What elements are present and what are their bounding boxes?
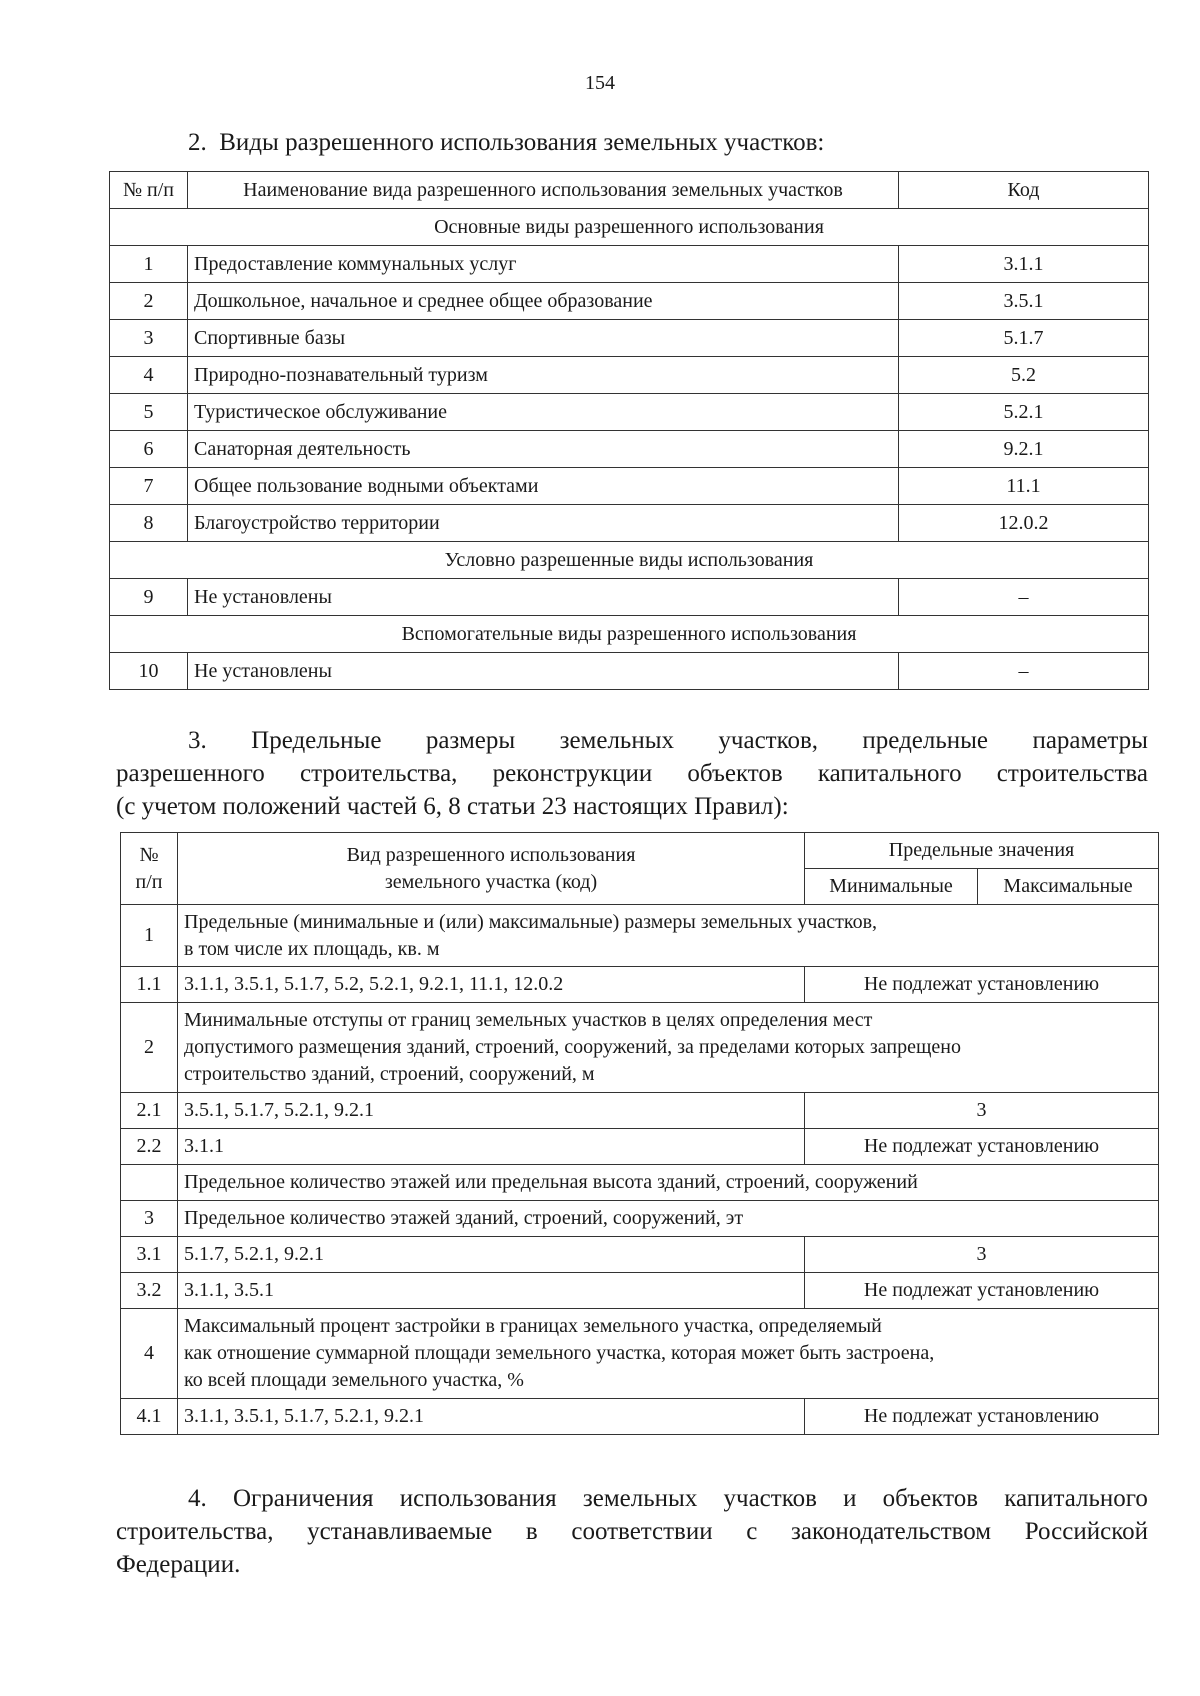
word: соответствии — [571, 1518, 713, 1545]
word: капитального — [817, 760, 962, 787]
group-title: Условно разрешенные виды использования — [110, 542, 1149, 579]
row-description: Предельное количество этажей или предельная высота зданий, строений, сооружений — [178, 1165, 1159, 1201]
row-description: Предельное количество этажей зданий, строений, сооружений, эт — [178, 1201, 1159, 1237]
row-name: Спортивные базы — [188, 320, 899, 357]
table-row — [110, 394, 1149, 431]
word: строительства, — [116, 1518, 274, 1545]
row-number: 5 — [110, 394, 188, 431]
row-codes: 3.1.1, 3.5.1, 5.1.7, 5.2.1, 9.2.1 — [178, 1399, 805, 1435]
paragraph-line — [116, 724, 1148, 757]
word: капитального — [1004, 1485, 1148, 1512]
description-line: Минимальные отступы от границ земельных участков в целях определения мест — [184, 1009, 873, 1031]
word: в — [525, 1518, 538, 1545]
row-name: Не установлены — [188, 653, 899, 690]
row-description — [178, 905, 1159, 967]
row-number: 2.1 — [121, 1093, 178, 1129]
header-max: Максимальные — [978, 869, 1159, 905]
table-row — [121, 1003, 1159, 1093]
table-row — [110, 246, 1149, 283]
row-number: 1 — [110, 246, 188, 283]
header-number-line: № — [139, 843, 159, 866]
paragraph-line — [116, 757, 1148, 790]
word: размеры — [425, 727, 516, 754]
description-line: строительство зданий, строений, сооружений, м — [184, 1063, 595, 1085]
header-name: Наименование вида разрешенного использования земельных участков — [188, 172, 899, 209]
row-code: 11.1 — [899, 468, 1149, 505]
group-row-auxiliary — [110, 616, 1149, 653]
word: реконструкции — [492, 760, 653, 787]
row-number: 8 — [110, 505, 188, 542]
row-number: 7 — [110, 468, 188, 505]
description-line: допустимого размещения зданий, строений, сооружений, за пределами которых запрещено — [184, 1036, 961, 1058]
row-code: 9.2.1 — [899, 431, 1149, 468]
paragraph-line: Федерации. — [116, 1551, 241, 1578]
header-limits: Предельные значения — [805, 833, 1159, 869]
word: устанавливаемые — [307, 1518, 493, 1545]
permitted-uses-table — [109, 171, 1149, 690]
word: 4. — [188, 1485, 207, 1512]
word: с — [746, 1518, 758, 1545]
table-row — [121, 1093, 1159, 1129]
row-number: 9 — [110, 579, 188, 616]
table-header-row — [110, 172, 1149, 209]
description-line: как отношение суммарной площади земельного участка, которая может быть застроена, — [184, 1342, 935, 1364]
table-row — [110, 468, 1149, 505]
group-title: Основные виды разрешенного использования — [110, 209, 1149, 246]
table-row — [121, 1237, 1159, 1273]
header-number — [121, 833, 178, 905]
word: параметры — [1032, 727, 1148, 754]
table-row — [110, 505, 1149, 542]
description-line: Максимальный процент застройки в границах земельного участка, определяемый — [184, 1315, 882, 1337]
row-code: 5.2 — [899, 357, 1149, 394]
table-header-row — [121, 833, 1159, 869]
row-name: Не установлены — [188, 579, 899, 616]
row-name: Общее пользование водными объектами — [188, 468, 899, 505]
header-code: Код — [899, 172, 1149, 209]
group-row-main — [110, 209, 1149, 246]
row-number: 4.1 — [121, 1399, 178, 1435]
table-row — [110, 579, 1149, 616]
row-code: 5.1.7 — [899, 320, 1149, 357]
row-codes: 3.5.1, 5.1.7, 5.2.1, 9.2.1 — [178, 1093, 805, 1129]
row-number: 10 — [110, 653, 188, 690]
header-use-type-line: Вид разрешенного использования — [346, 843, 636, 866]
row-name: Санаторная деятельность — [188, 431, 899, 468]
row-code: 3.5.1 — [899, 283, 1149, 320]
word: разрешенного — [116, 760, 265, 787]
word: использования — [399, 1485, 557, 1512]
limits-table — [120, 832, 1159, 1435]
row-codes: 3.1.1, 3.5.1 — [178, 1273, 805, 1309]
table-row — [121, 1201, 1159, 1237]
row-value: Не подлежат установлению — [805, 1399, 1159, 1435]
word: земельных — [582, 1485, 698, 1512]
row-description — [178, 1309, 1159, 1399]
description-line: ко всей площади земельного участка, % — [184, 1369, 524, 1391]
header-use-type — [178, 833, 805, 905]
row-number: 1.1 — [121, 967, 178, 1003]
word: предельные — [862, 727, 989, 754]
row-codes: 3.1.1 — [178, 1129, 805, 1165]
row-number: 2 — [110, 283, 188, 320]
row-number: 3 — [110, 320, 188, 357]
row-number: 1 — [121, 905, 178, 967]
table-row — [110, 320, 1149, 357]
table-row — [110, 283, 1149, 320]
table-row — [121, 1129, 1159, 1165]
row-code: – — [899, 653, 1149, 690]
row-value: Не подлежат установлению — [805, 967, 1159, 1003]
table-row — [110, 431, 1149, 468]
header-number: № п/п — [110, 172, 188, 209]
row-name: Предоставление коммунальных услуг — [188, 246, 899, 283]
word: Российской — [1024, 1518, 1148, 1545]
section-4-paragraph — [116, 1482, 1148, 1581]
section-2-heading: 2. Виды разрешенного использования земельных участков: — [188, 129, 825, 156]
word: 3. — [188, 727, 207, 754]
word: участков, — [718, 727, 819, 754]
paragraph-line — [116, 1515, 1148, 1548]
word: участков — [723, 1485, 817, 1512]
word: и — [843, 1485, 857, 1512]
row-codes: 5.1.7, 5.2.1, 9.2.1 — [178, 1237, 805, 1273]
word: Предельные — [251, 727, 382, 754]
table-row — [121, 905, 1159, 967]
row-number: 4 — [110, 357, 188, 394]
table-row — [121, 967, 1159, 1003]
row-value: 3 — [805, 1237, 1159, 1273]
group-title: Вспомогательные виды разрешенного использования — [110, 616, 1149, 653]
row-name: Природно-познавательный туризм — [188, 357, 899, 394]
word: строительства, — [299, 760, 458, 787]
header-number-line: п/п — [135, 870, 163, 893]
group-row-conditional — [110, 542, 1149, 579]
description-line: Предельные (минимальные и (или) максимальные) размеры земельных участков, — [184, 910, 878, 933]
row-name: Благоустройство территории — [188, 505, 899, 542]
paragraph-line: (с учетом положений частей 6, 8 статьи 23 настоящих Правил): — [116, 793, 789, 820]
word: земельных — [559, 727, 675, 754]
header-min: Минимальные — [805, 869, 978, 905]
row-description — [178, 1003, 1159, 1093]
row-number: 3 — [121, 1201, 178, 1237]
row-number: 3.2 — [121, 1273, 178, 1309]
row-value: Не подлежат установлению — [805, 1273, 1159, 1309]
row-value: 3 — [805, 1093, 1159, 1129]
word: законодательством — [791, 1518, 992, 1545]
row-code: 5.2.1 — [899, 394, 1149, 431]
word: Ограничения — [232, 1485, 374, 1512]
table-row — [121, 1165, 1159, 1201]
row-number: 2 — [121, 1003, 178, 1093]
word: строительства — [996, 760, 1148, 787]
paragraph-line — [116, 1482, 1148, 1515]
word: объектов — [687, 760, 783, 787]
row-number — [121, 1165, 178, 1201]
row-codes: 3.1.1, 3.5.1, 5.1.7, 5.2, 5.2.1, 9.2.1, 11.1, 12.0.2 — [178, 967, 805, 1003]
row-number: 6 — [110, 431, 188, 468]
table-row — [121, 1309, 1159, 1399]
row-name: Туристическое обслуживание — [188, 394, 899, 431]
row-number: 3.1 — [121, 1237, 178, 1273]
page-number: 154 — [585, 72, 615, 94]
row-number: 4 — [121, 1309, 178, 1399]
row-name: Дошкольное, начальное и среднее общее образование — [188, 283, 899, 320]
table-row — [121, 1399, 1159, 1435]
word: объектов — [882, 1485, 978, 1512]
header-use-type-line: земельного участка (код) — [384, 870, 598, 893]
section-3-paragraph — [116, 724, 1148, 823]
row-number: 2.2 — [121, 1129, 178, 1165]
description-line: в том числе их площадь, кв. м — [184, 937, 440, 960]
table-row — [121, 1273, 1159, 1309]
row-code: 12.0.2 — [899, 505, 1149, 542]
row-code: – — [899, 579, 1149, 616]
row-code: 3.1.1 — [899, 246, 1149, 283]
table-row — [110, 653, 1149, 690]
row-value: Не подлежат установлению — [805, 1129, 1159, 1165]
table-row — [110, 357, 1149, 394]
